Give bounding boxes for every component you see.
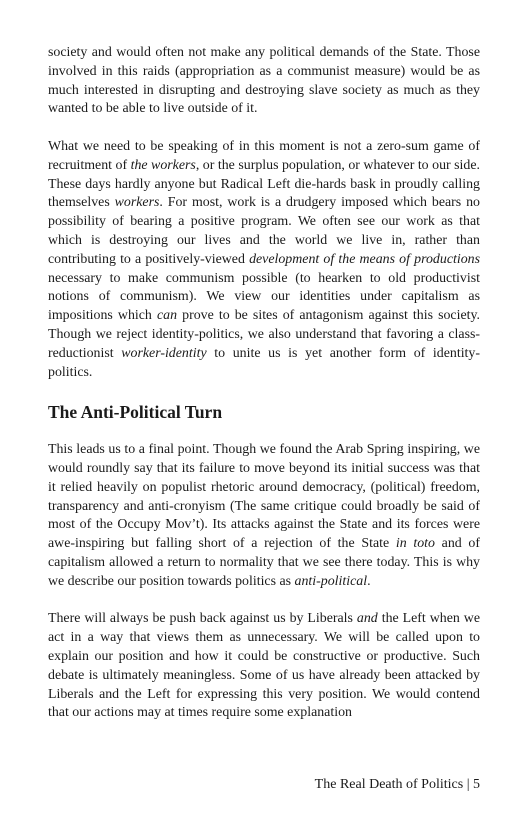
text-run: necessary to make communism possible (to hearken to old productivist notions of communism). We view our identities under capitalism as impositions which bbox=[48, 270, 480, 324]
text-run: the Left when we act in a way that views them as unnecessary. We will be called upon to explain our position and how it could be constructive or productive. Such debate is ultimately meaningless. Some of us have already been attacked by Liberals and the Left for expressing this very position. We would contend that our actions may at times require some explanation bbox=[48, 611, 481, 721]
text-run: This leads us to a final point. Though we found the Arab Spring inspiring, we would roundly say that its failure to move beyond its initial success was that it relied heavily on populist rhetoric around democracy, (political) freedom, transparency and anti-cronyism (The same critique could broadly be said of most of the Occupy Mov’t). Its attacks against the State and its forces were awe-inspiring but falling short of a rejection of the State bbox=[48, 442, 480, 552]
text-run: There will always be push back against us by Liberals bbox=[48, 611, 357, 627]
section-heading: The Anti-Political Turn bbox=[48, 402, 223, 423]
text-run: . bbox=[367, 573, 371, 589]
page-body bbox=[48, 44, 480, 742]
paragraph-2 bbox=[48, 138, 480, 382]
running-footer: The Real Death of Politics | 5 bbox=[314, 777, 480, 792]
emphasis-workers: workers bbox=[114, 195, 160, 211]
text-run: , or the surplus population, or whatever to our side. These days hardly anyone but Radical Left die-hards bask in proudly calling themselves bbox=[48, 157, 480, 211]
emphasis-in-toto: in toto bbox=[395, 536, 435, 552]
emphasis-can: can bbox=[156, 308, 178, 324]
emphasis-means-of-production: development of the means of productions bbox=[249, 251, 480, 267]
text-run: to unite us is yet another form of identity-politics. bbox=[48, 345, 480, 380]
paragraph-4 bbox=[48, 610, 480, 723]
text-run: What we need to be speaking of in this moment is not a zero-sum game of recruitment of bbox=[48, 138, 480, 173]
emphasis-the-workers: the workers bbox=[130, 157, 196, 173]
paragraph-1: society and would often not make any political demands of the State. Those involved in this raids (appropriation as a communist measure) would be as much interested in disrupting and destroying slave society as much as they wanted to be able to live outside of it. bbox=[48, 45, 480, 117]
text-run: . For most, work is a drudgery imposed which bears no possibility of bearing a positive program. We often see our work as that which is destroying our lives and the world we live in, rather than contributing to a positively-viewed bbox=[48, 195, 480, 267]
text-run: and of capitalism allowed a return to normality that we see there today. This is why we describe our position towards politics as bbox=[48, 536, 481, 589]
emphasis-and: and bbox=[356, 611, 378, 627]
paragraph-3 bbox=[48, 441, 480, 591]
emphasis-worker-identity: worker-identity bbox=[121, 345, 207, 361]
text-run: prove to be sites of antagonism against this society. Though we reject identity-politics, we also understand that favoring a class-reductionist bbox=[48, 308, 481, 361]
emphasis-anti-political: anti-political bbox=[294, 573, 368, 589]
